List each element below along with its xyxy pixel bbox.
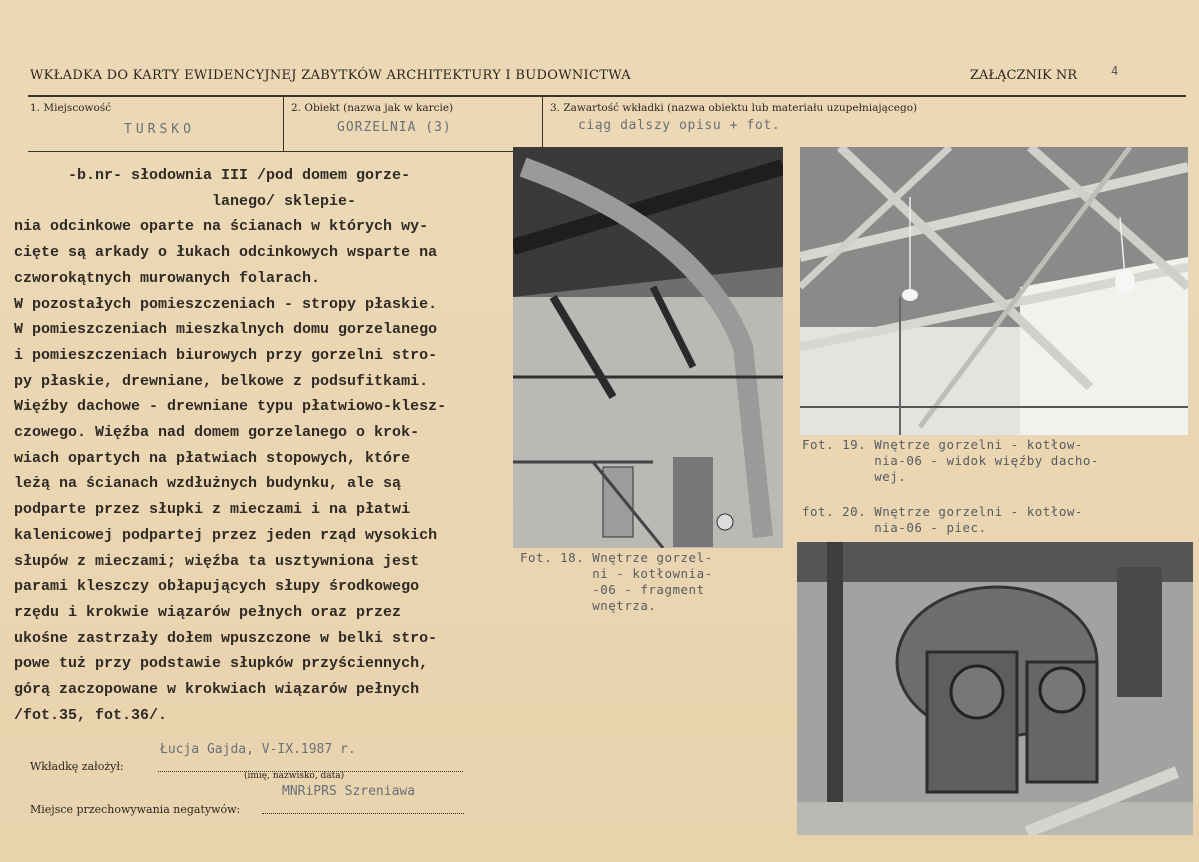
description-line: i pomieszczeniach biurowych przy gorzelni stro-	[14, 346, 438, 364]
description-line: W pozostałych pomieszczeniach - stropy płaskie.	[14, 295, 438, 313]
description-line: leżą na ścianach wzdłużnych budynku, ale są	[14, 475, 402, 493]
caption-fot20	[802, 504, 1083, 536]
description-line: cięte są arkady o łukach odcinkowych wsparte na	[14, 244, 438, 262]
field-divider-2	[542, 97, 543, 151]
caption-line: wej.	[802, 469, 907, 484]
caption-fot18	[520, 550, 713, 614]
description-line: Więźby dachowe - drewniane typu płatwiowo-klesz-	[14, 398, 447, 416]
inserted-by-label: Wkładkę założył:	[30, 760, 124, 773]
description-line: czworokątnych murowanych folarach.	[14, 269, 321, 287]
annex-label: ZAŁĄCZNIK NR	[970, 68, 1078, 83]
caption-line: Fot. 18. Wnętrze gorzel-	[520, 550, 713, 565]
object-label: 2. Obiekt (nazwa jak w karcie)	[291, 102, 454, 114]
object-value: GORZELNIA (3)	[337, 120, 452, 135]
description-line: nia odcinkowe oparte na ścianach w których wy-	[14, 218, 429, 236]
field-divider-1	[283, 97, 284, 151]
card-title: WKŁADKA DO KARTY EWIDENCYJNEJ ZABYTKÓW ARCHITEKTURY I BUDOWNICTWA	[30, 68, 631, 83]
place-label: 1. Miejscowość	[30, 102, 112, 114]
caption-line: nia-06 - widok więźby dacho-	[802, 453, 1099, 468]
photo-18	[513, 147, 783, 548]
description-line: kalenicowej podpartej przez jeden rząd wysokich	[14, 526, 438, 544]
caption-line: ni - kotłownia-	[520, 566, 713, 581]
storage-value: MNRiPRS Szreniawa	[282, 784, 416, 799]
description-line: wiach opartych na płatwiach stopowych, które	[14, 449, 411, 467]
description-line: lanego/ sklepie-	[14, 192, 357, 210]
inserted-by-value: Łucja Gajda, V-IX.1987 r.	[160, 742, 356, 757]
description-line: rzędu i krokwie wiązarów pełnych oraz przez	[14, 603, 402, 621]
description-line: parami kleszczy obłapujących słupy środkowego	[14, 578, 420, 596]
description-line: W pomieszczeniach mieszkalnych domu gorzelanego	[14, 321, 438, 339]
description-line: py płaskie, drewniane, belkowe z podsufitkami.	[14, 372, 429, 390]
inserted-by-sublabel: (imię, nazwisko, data)	[244, 771, 345, 781]
description-line: ukośne zastrzały dołem wpuszczone w belki stro-	[14, 629, 438, 647]
caption-line: fot. 20. Wnętrze gorzelni - kotłow-	[802, 504, 1083, 519]
caption-line: Fot. 19. Wnętrze gorzelni - kotłow-	[802, 437, 1083, 452]
caption-fot19	[802, 437, 1099, 485]
storage-label: Miejsce przechowywania negatywów:	[30, 803, 241, 816]
description-line: /fot.35, fot.36/.	[14, 706, 168, 724]
storage-dotline	[262, 813, 464, 814]
field-bottom-rule	[28, 151, 513, 152]
photo-20	[797, 542, 1193, 835]
description-line: powe tuż przy podstawie słupków przyściennych,	[14, 655, 429, 673]
caption-line: wnętrza.	[520, 598, 657, 613]
photo-19	[800, 147, 1188, 435]
content-value: ciąg dalszy opisu + fot.	[578, 118, 781, 133]
description-line: podparte przez słupki z mieczami i na płatwi	[14, 501, 411, 519]
description-line: górą zaczopowane w krokwiach wiązarów pełnych	[14, 681, 420, 699]
header-rule	[28, 95, 1186, 97]
content-label: 3. Zawartość wkładki (nazwa obiektu lub materiału uzupełniającego)	[550, 102, 918, 114]
description-line: słupów z mieczami; więźba ta usztywniona jest	[14, 552, 420, 570]
description-line: czowego. Więźba nad domem gorzelanego o krok-	[14, 424, 420, 442]
annex-number: 4	[1111, 64, 1119, 78]
description-text	[14, 163, 509, 728]
caption-line: nia-06 - piec.	[802, 520, 987, 535]
place-value: TURSKO	[124, 122, 195, 137]
description-line: -b.nr- słodownia III /pod domem gorze-	[14, 167, 411, 184]
caption-line: -06 - fragment	[520, 582, 705, 597]
